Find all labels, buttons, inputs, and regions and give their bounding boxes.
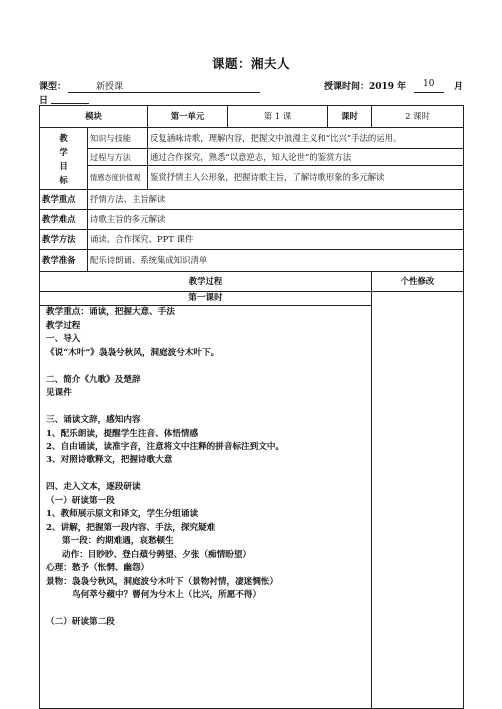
difficulties-row [40, 210, 464, 230]
process-line [46, 360, 367, 373]
goal-text: 通过合作探究，熟悉“以意逆志，知人论世”的鉴赏方法 [148, 149, 464, 166]
goals-label-char: 目 [59, 160, 68, 171]
process-line [46, 602, 367, 615]
month-underline [414, 92, 444, 93]
process-line: （一）研读第一段 [46, 495, 115, 506]
day-underline [51, 103, 89, 104]
personal-header: 个性修改 [372, 272, 464, 292]
module-row [40, 106, 464, 128]
process-line: 1、配乐朗读，提醒学生注音、体悟情感 [46, 428, 199, 439]
process-line: 教学过程 [46, 320, 81, 331]
process-line: 心理：愁予（怅惘、幽怨） [46, 563, 150, 574]
personal-edit-cell [372, 292, 464, 709]
month-value: 10 [423, 79, 435, 89]
process-line: 《说“木叶”》袅袅兮秋风，洞庭波兮木叶下。 [46, 347, 220, 358]
methods-row [40, 230, 464, 250]
lesson-type-label: 课型： [39, 82, 67, 92]
process-header-row [40, 272, 464, 292]
process-line: 景物：袅袅兮秋风，洞庭波兮木叶下（景物衬情，凄迷惆怅） [46, 576, 279, 587]
process-line: 二、简介《九歌》及楚辞 [46, 374, 141, 385]
goal-type: 知识与技能 [88, 128, 148, 149]
unit-label: 第一单元 [148, 106, 228, 128]
process-line: 教学重点：诵读，把握大意、手法 [46, 307, 175, 318]
process-line: 第一段：约期难遇，哀愁顿生 [62, 536, 174, 547]
process-line: 见课件 [46, 388, 72, 399]
type-underline [68, 92, 260, 93]
process-line: （二）研读第二段 [46, 616, 115, 627]
teaching-time-label: 授课时间：2019 年 [324, 82, 407, 92]
first-lesson-title: 第一课时 [40, 292, 371, 306]
key-points-label: 教学重点 [40, 190, 88, 210]
lesson-value: 第 1 课 [228, 106, 328, 128]
lesson-type-value: 新授课 [96, 82, 124, 92]
process-line: 2、自由诵读，读准字音，注意将文中注释的拼音标注到文中。 [46, 441, 285, 452]
prep-row [40, 250, 464, 272]
process-line: 动作：目眇眇、登白薠兮骋望、夕张（痴情盼望） [62, 549, 252, 560]
process-line [46, 401, 367, 414]
prep-value: 配乐诗朗诵、系统集成知识清单 [88, 250, 464, 272]
hours-value: 2 课时 [372, 106, 464, 128]
lesson-plan-table [39, 105, 464, 709]
goal-type: 过程与方法 [88, 149, 148, 166]
difficulties-value: 诗歌主旨的多元解读 [88, 210, 464, 230]
goals-label-char: 教 [59, 132, 68, 143]
difficulties-label: 教学难点 [40, 210, 88, 230]
page-title: 课题：湘夫人 [211, 56, 290, 71]
process-line: 3、对照诗歌释文，把握诗歌大意 [46, 455, 173, 466]
goal-row-process [40, 149, 464, 166]
month-unit: 月 [454, 82, 464, 92]
process-body-row [40, 292, 464, 709]
prep-label: 教学准备 [40, 250, 88, 272]
process-line [46, 468, 367, 481]
goals-label [40, 128, 88, 190]
goal-text: 反复涵咏诗歌，理解内容，把握文中浪漫主义和“比兴”手法的运用。 [148, 128, 464, 149]
methods-label: 教学方法 [40, 230, 88, 250]
goal-row-attitude [40, 166, 464, 190]
process-line: 1、教师展示原文和译文，学生分组诵读 [46, 509, 199, 520]
goal-text: 鉴赏抒情主人公形象，把握诗歌主旨，了解诗歌形象的多元解读 [148, 166, 464, 190]
goal-row-knowledge [40, 128, 464, 149]
process-line: 三、诵读文辞，感知内容 [46, 415, 141, 426]
key-points-value: 抒情方法、主旨解读 [88, 190, 464, 210]
process-body [40, 292, 372, 709]
process-line: 四、走入文本，逐段研读 [46, 482, 141, 493]
process-line: 一、导入 [46, 334, 81, 345]
methods-value: 诵读、合作探究、PPT 课件 [88, 230, 464, 250]
key-points-row [40, 190, 464, 210]
goals-label-char: 标 [59, 174, 68, 185]
goal-type: 情感态度价值观 [88, 166, 148, 190]
process-line: 鸟何萃兮蘋中？罾何为兮木上（比兴，所愿不得） [72, 589, 262, 600]
day-unit: 日 [39, 96, 49, 106]
hours-label: 课时 [328, 106, 372, 128]
process-header: 教学过程 [40, 272, 372, 292]
process-line: 2、讲解，把握第一段内容、手法，探究疑难 [46, 522, 216, 533]
goals-label-char: 学 [59, 146, 68, 157]
module-label: 模块 [40, 106, 148, 128]
